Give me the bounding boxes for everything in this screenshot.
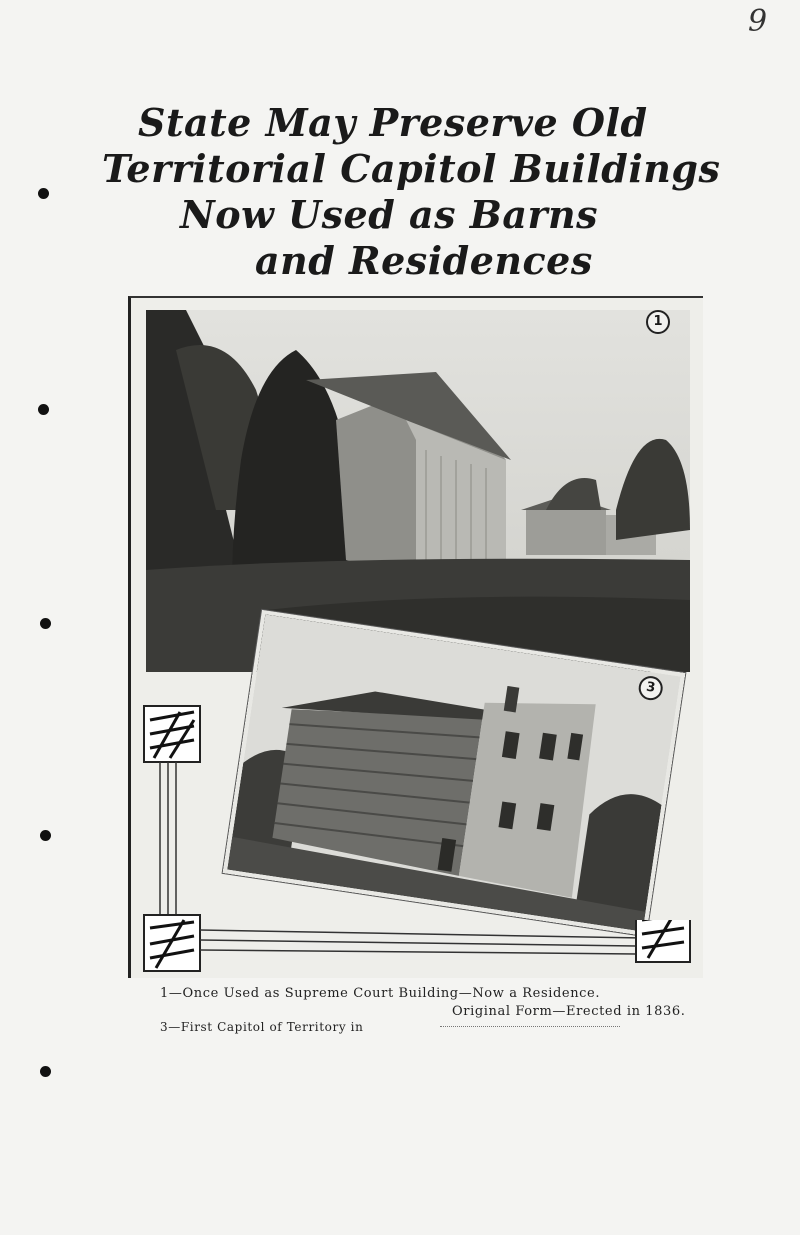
punch-hole	[38, 404, 49, 415]
photo-supreme-court-building	[146, 310, 690, 672]
photo-badge: 3	[637, 675, 664, 702]
punch-hole	[40, 618, 51, 629]
headline-line-4: and Residences	[255, 238, 593, 283]
headline-line-1: State May Preserve Old	[138, 100, 648, 145]
ornament-bottom-rules	[200, 920, 700, 980]
caption-line-3: 3—First Capitol of Territory in	[160, 1020, 364, 1034]
page-number: 9	[748, 4, 768, 39]
caption-rule	[440, 1026, 620, 1027]
photo-badge: 1	[646, 310, 670, 334]
headline-line-2: Territorial Capitol Buildings	[102, 146, 721, 191]
headline-line-3: Now Used as Barns	[180, 192, 599, 237]
punch-hole	[38, 188, 49, 199]
punch-hole	[40, 830, 51, 841]
caption-line-1: 1—Once Used as Supreme Court Building—Now a Residence.	[160, 986, 601, 1001]
caption-line-2: Original Form—Erected in 1836.	[452, 1004, 686, 1019]
punch-hole	[40, 1066, 51, 1077]
headline	[90, 100, 750, 284]
